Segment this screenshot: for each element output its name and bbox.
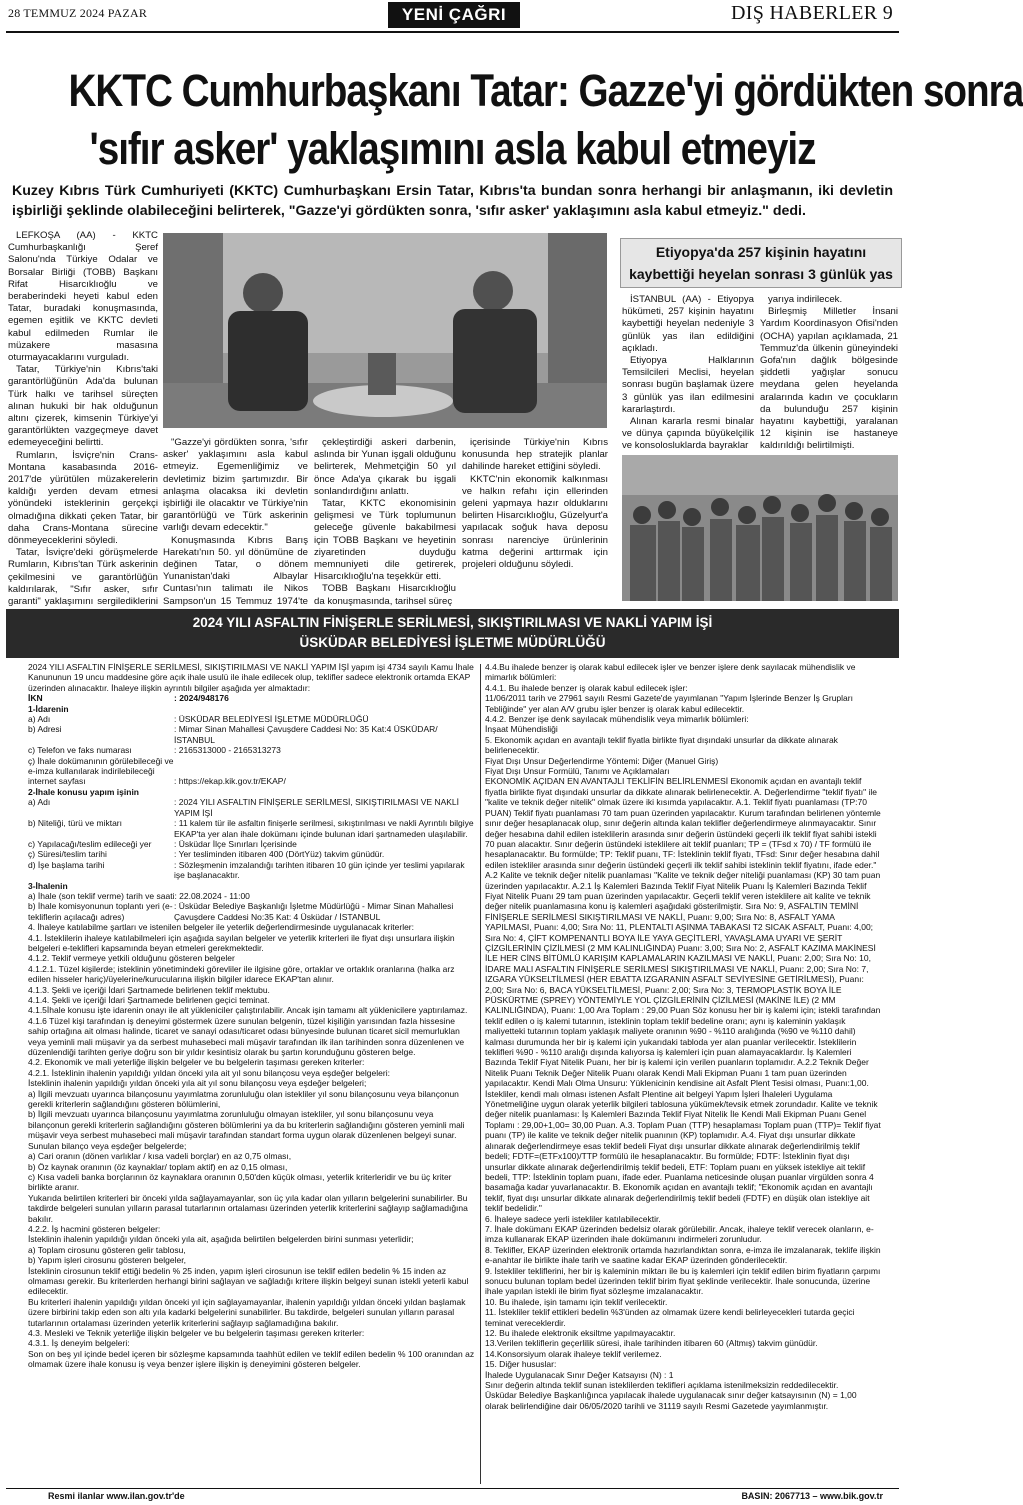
field-value: : ÜSKÜDAR BELEDİYESİ İŞLETME MÜDÜRLÜĞÜ	[174, 714, 369, 725]
tender-paragraph: 7. İhale dokümanı EKAP üzerinden bedelsiz olarak görülebilir. Ancak, ihaleye teklif verecek olanların, e-imza kullanarak EKAP üzerinden ihale dokümanını indirmeleri zorunludur.	[485, 1223, 874, 1245]
tender-paragraph: c) Kısa vadeli banka borçlarının öz kaynaklara oranının 0,50'den küçük olması, yeterlik kriterleridir ve bu üç kriter birlikte aranır.	[28, 1171, 452, 1193]
tender-paragraph: 15. Diğer hususlar:	[485, 1359, 557, 1370]
tender-paragraph: Fiyat Dışı Unsur Değerlendirme Yöntemi: Diğer (Manuel Giriş)	[485, 755, 719, 766]
tender-paragraph: 4.1.2. Teklif vermeye yetkili olduğunu gösteren belgeler	[28, 953, 235, 964]
header-rule	[6, 31, 899, 33]
tender-paragraph: 11/06/2011 tarih ve 27961 sayılı Resmi Gazete'de yayımlanan "Yapım İşlerinde Benzer İş Grupları Tebliğinde" yer alan A/V grubu işler benzer iş olarak kabul edilecektir.	[485, 693, 853, 714]
tender-paragraph: 12. Bu ihalede elektronik eksiltme yapılmayacaktır.	[485, 1328, 676, 1338]
tender-paragraph: Bu kriterleri ihalenin yapıldığı yıldan önceki yıl için sağlayamayanlar, ihalenin yapıldığı yıldan önceki yıldan başlamak üzere birbirini takip eden son altı yıla kadarki belgelerini sunabilirler. Bu takdirde, belgeleri sunulan yılların parasal tutarlarının ortalaması üzerinden yeterlik kriterlerini sağlayıp sağlamadığına bakılır.	[28, 1296, 466, 1328]
tender-paragraph: 4.1. İsteklilerin ihaleye katılabilmeleri için aşağıda sayılan belgeler ve yeterlik kriterleri ile fiyat dışı unsurlara ilişkin belgeleri e-teklifleri kapsamında beyan etmeleri gerekmektedir.	[28, 932, 455, 953]
field-label: d) İşe başlama tarihi	[28, 859, 105, 870]
tender-right-paragraphs	[485, 662, 881, 1411]
side-story-column-1	[622, 294, 754, 452]
tender-paragraph: 4.1.4. Şekli ve içeriği İdari Şartnamede belirlenen geçici teminat.	[28, 995, 270, 1005]
article-column-1	[8, 230, 158, 608]
tender-paragraph: 4.1.6 Tüzel kişi tarafından iş deneyimi göstermek üzere sunulan belgenin, tüzel kişiliğin yarısından fazla hissesine sahip ortağına ait olması halinde, ticaret ve sanayi odası/ticaret odası bünyesinde bulunan ticaret sicil memurluklan veya yeminli mali müşavir ya da serbest muhasebeci mali müşavir tarafından ilk ilan tarihinden sonra düzenlenen ve düzenlendiği tarihten geriye doğru son bir yıldır kesintisiz olarak bu şartın korunduğunu gösteren belge.	[28, 1015, 465, 1058]
paragraph: Rumların, İsviçre'nin Crans-Montana kasabasında 2016-2017'de yürütülen müzakerelerin kaldığı yerden devam etmesi yönündeki isteklerinin gerçekçi olmadığına dikkati çeken Tatar, bir daha Crans-Montana sürecine dönmeyeceklerini söyledi.	[8, 449, 158, 547]
article-column-2	[163, 437, 308, 607]
tender-paragraph: 8. Teklifler, EKAP üzerinden elektronik ortamda hazırlandıktan sonra, e-imza ile imzalanarak, teklife ilişkin e-anahtar ile birlikte ihale tarih ve saatine kadar EKAP üzerinden gönderilecektir.	[485, 1244, 881, 1266]
tender-paragraph: 4.3. Mesleki ve Teknik yeterliğe ilişkin belgeler ve bu belgelerin taşıması gereken kriterler:	[28, 1328, 365, 1338]
paragraph: yarıya indirilecek.	[768, 294, 843, 305]
tender-paragraph: b) Yapım işleri cirosunu gösteren belgeler,	[28, 1255, 186, 1266]
field-label: a) Adı	[28, 797, 51, 808]
field-label: ç) İhale dokümanının görülebileceği ve e-imza kullanılarak indirilebileceği internet sayfası	[28, 755, 174, 787]
tender-paragraph: 4.4.2. Benzer işe denk sayılacak mühendislik veya mimarlık bölümleri:	[485, 714, 749, 725]
section-title: DIŞ HABERLER 9	[731, 2, 893, 24]
section-3-heading: 3-İhalenin	[28, 880, 68, 891]
tender-paragraph: Sınır değerin altında teklif sunan isteklilerden teklifleri açıklama istenilmeksizin reddedilecektir.	[485, 1380, 839, 1391]
tender-paragraph: a) İlgili mevzuatı uyarınca bilançosunu yayımlatma zorunluluğu olan istekliler yıl sonu bilançosunu veya bilançonun gerekli kriterlerin sağlandığını gösteren bölümlerini,	[28, 1088, 459, 1110]
paragraph: Konuşmasında Kıbrıs Barış Harekatı'nın 50. yıl dönümüne de değinen Tatar, o dönem Yunanistan'daki Albaylar Cuntası'nın talimatı ile Nikos Sampson'un 15 Temmuz 1974'te	[163, 534, 308, 607]
tender-paragraph: Son on beş yıl içinde bedel içeren bir sözleşme kapsamında taahhüt edilen ve teklif edilen bedelin % 100 oranından az olmamak üzere ihale konusu iş veya benzer işlere ilişkin iş deneyimini gösteren belgeler.	[28, 1348, 475, 1370]
tender-paragraph: Yukarıda belirtilen kriterleri bir önceki yılda sağlayamayanlar, son üç yıla kadar olan yılların belgelerini sunabilirler. Bu takdirde belgeleri sunulan yılların parasal tutarlarının ortalaması üzerinden yeterlik kriterlerini sağlayıp sağlamadığına bakılır.	[28, 1192, 468, 1224]
tender-paragraph: 13.Verilen tekliflerin geçerlilik süresi, ihale tarihinden itibaren 60 (Altmış) takvim günüdür.	[485, 1338, 818, 1349]
meeting-photo-illustration	[163, 233, 607, 428]
field-value: : 11 kalem tür ile asfaltın finişerle serilmesi, sıkıştırılması ve nakli Ayrıntılı bilgiye EKAP'ta yer alan ihale dokümanı içinde bulunan idari şartnameden ulaşılabilir.	[174, 818, 474, 839]
tender-paragraph: 4.4.1. Bu ihalede benzer iş olarak kabul edilecek işler:	[485, 682, 688, 693]
tender-paragraph: 4.1.5İhale konusu işte idarenin onayı ile alt yükleniciler çalıştırılabilir. Ancak işin tamamı alt yüklenicilere yaptırılamaz.	[28, 1005, 468, 1016]
field-label: a) Adı	[28, 714, 51, 725]
side-story-column-2	[760, 294, 898, 452]
side-story-title	[620, 238, 902, 288]
paragraph: Tatar, İsviçre'deki görüşmelerde Rumların, Kıbrıs'tan Türk askerinin çekilmesini ve garantörlüğün kaldırılarak, "Sıfır asker, sıfır garanti" yaklaşımını sergilediklerini	[8, 547, 158, 608]
field-value: : Üsküdar İlçe Sınırları İçerisinde	[174, 838, 297, 849]
paragraph: içerisinde Türkiye'nin Kıbrıs konusunda hep stratejik planlar dahilinde hareket ettiğini söyledi.	[462, 437, 608, 473]
tender-paragraph: İnşaat Mühendisliği	[485, 724, 558, 735]
tender-paragraph: 6. İhaleye sadece yerli istekliler katılabilecektir.	[485, 1213, 661, 1224]
paragraph: Alınan kararla resmi binalar ve dünya çapında büyükelçilik ve konsolosluklarda bayraklar	[622, 416, 754, 452]
paragraph: "Gazze'yi gördükten sonra, 'sıfır asker' yaklaşımını asla kabul etmeyiz. Egemenliğimiz ve devletimiz bizim şartımızdır. Bir anlaşma olacaksa iki devletin işbirliği ile olacaktır ve Türkiye'nin garantörlüğü ve Türk askerinin varlığı devam edecektir."	[163, 437, 308, 534]
tender-date: a) İhale (son teklif verme) tarih ve saati: 22.08.2024 - 11:00	[28, 890, 250, 901]
paragraph: çekleştirdiği askeri darbenin, aslında bir Yunan işgali olduğunu belirterek, Mehmetçiğin 50 yıl önce Ada'ya çıkarak bu işgali sonlandırdığını anlattı.	[314, 437, 456, 497]
field-value: : Sözleşmenin imzalandığı tarihten itibaren 10 gün içinde yer teslimi yapılarak işe başlanacaktır.	[174, 859, 465, 881]
field-value: : 2165313000 - 2165313273	[174, 745, 281, 756]
side-story-title-line-1: Etiyopya'da 257 kişinin hayatını	[655, 244, 867, 260]
tender-banner	[6, 609, 899, 658]
tender-paragraph: 4.3.1. İş deneyim belgeleri:	[28, 1338, 130, 1349]
article-column-3	[314, 437, 456, 607]
tender-paragraph: 4.4.Bu ihalede benzer iş olarak kabul edilecek işler ve benzer işlere denk sayılacak mühendislik ve mimarlık bölümleri:	[485, 662, 856, 683]
tender-paragraph: 4.1.2.1. Tüzel kişilerde; isteklinin yönetimindeki görevliler ile ilgisine göre, ortaklar ve ortaklık oranlarına (halka arz edilen hisseler hariç)/üyelerine/kurucularına ilişkin bilgiler idarece EKAP'tan alınır.	[28, 963, 455, 985]
section-2-heading: 2-İhale konusu yapım işinin	[28, 786, 139, 797]
tender-paragraph: a) Toplam cirosunu gösteren gelir tablosu,	[28, 1244, 186, 1255]
field-label: b) Adresi	[28, 724, 62, 735]
field-label: ç) Süresi/teslim tarihi	[28, 849, 107, 860]
article-column-4	[462, 437, 608, 602]
tender-paragraph: İhalede Uygulanacak Sınır Değer Katsayısı (N) : 1	[485, 1369, 674, 1380]
field-value: : 2024 YILI ASFALTIN FİNİŞERLE SERİLMESİ, SIKIŞTIRILMASI VE NAKLİ YAPIM İŞİ	[174, 797, 460, 818]
tender-paragraph: 10. Bu ihalede, işin tamamı için teklif verilecektir.	[485, 1296, 668, 1307]
field-label: c) Telefon ve faks numarası	[28, 745, 132, 756]
tender-paragraph: 5. Ekonomik açıdan en avantajlı teklif fiyatla birlikte fiyat dışındaki unsurlar da dikkate alınarak belirlenecektir.	[485, 734, 838, 756]
headline-line-1: KKTC Cumhurbaşkanı Tatar: Gazze'yi gördükten sonra	[68, 65, 1023, 116]
footer-right: BASIN: 2067713 – www.bik.gov.tr	[741, 1491, 883, 1501]
tender-banner-line-1: 2024 YILI ASFALTIN FİNİŞERLE SERİLMESİ, SIKIŞTIRILMASI VE NAKLİ YAPIM İŞİ	[192, 615, 713, 630]
tender-paragraph: b) İlgili mevzuatı uyarınca bilançosunu yayımlatma zorunluluğu olmayan istekliler, yıl sonu bilançosunu veya bilançonun gerekli kriterlerin sağlandığını gösteren bölümlerini ya da bu kriterlerin sağlandığını gösteren yeminli mali müşavir veya serbest muhasebeci mali müşavir tarafından standart forma uygun olarak düzenlenen belgeyi sunar.	[28, 1109, 465, 1141]
column-divider	[480, 664, 481, 1484]
tender-intro: 2024 YILI ASFALTIN FİNİŞERLE SERİLMESİ, SIKIŞTIRILMASI VE NAKLİ YAPIM İŞİ yapım işi 4734 sayılı Kamu İhale Kanununun 19 uncu maddesine göre açık ihale usulü ile ihale edilecek olup, teklifler sadece elektronik ortamda EKAP üzerinden alınacaktır. İhaleye ilişkin ayrıntılı bilgiler aşağıda yer almaktadır:	[28, 662, 474, 693]
tender-paragraph: a) Cari oranın (dönen varlıklar / kısa vadeli borçlar) en az 0,75 olması,	[28, 1151, 292, 1162]
issue-date: 28 TEMMUZ 2024 PAZAR	[8, 6, 148, 20]
side-story-title-line-2: kaybettiği heyelan sonrası 3 günlük yas	[629, 266, 893, 282]
paragraph: Birleşmiş Milletler İnsani Yardım Koordinasyon Ofisi'nden (OCHA) yapılan açıklamada, 21 Temmuz'da ülkenin güneyindeki Gofa'nın dağlık bölgesinde şiddetli yağışlar sonucu meydana gelen heyelanda aralarında kadın ve çocukların da bulunduğu 257 kişinin hayatını kaybettiği, yaralanan 12 kişinin ise hastaneye kaldırıldığı belirtilmişti.	[760, 306, 898, 452]
side-story-photo	[622, 455, 898, 601]
paragraph: İSTANBUL (AA) - Etiyopya hükümeti, 257 kişinin hayatını kaybettiği heyelan nedeniyle 3 günlük yas ilan edildiğini açıkladı.	[622, 294, 754, 354]
crowd-photo-illustration	[622, 455, 898, 601]
field-value: : Yer tesliminden itibaren 400 (DörtYüz) takvim günüdür.	[174, 849, 385, 860]
tender-left-column	[28, 662, 475, 1486]
tender-paragraph: 4.2. Ekonomik ve mali yeterliğe ilişkin belgeler ve bu belgelerin taşıması gereken kriterler:	[28, 1057, 365, 1068]
tender-paragraph: Üsküdar Belediye Başkanlığınca yapılacak ihalede uygulanacak sınır değer katsayısının (N) = 1,00 olarak belirlendiğine dair 06/05/2020 tarihli ve 31119 sayılı Resmi Gazetede yayımlanmıştır.	[485, 1390, 857, 1411]
paragraph: Tatar, Türkiye'nin Kıbrıs'taki garantörlüğünün Ada'da bulunan Türk halkı ve tarihsel süreçten alınan hukuki bir hak olduğunun altını çizerek, kimsenin Türkiye'yi garantörlükten vazgeçmeye davet edemeyeceğini belirtti.	[8, 364, 158, 449]
ikn-label: İKN	[28, 693, 43, 704]
article-photo	[163, 233, 607, 428]
paragraph: TOBB Başkanı Hisarcıklıoğlu da konuşmasında, tarihsel süreç	[314, 583, 456, 607]
tender-paragraph: İsteklinin ihalenin yapıldığı yıldan önceki yıla ait, aşağıda belirtilen belgelerden birini sunması yeterlidir;	[28, 1234, 414, 1245]
tender-banner-line-2: ÜSKÜDAR BELEDİYESİ İŞLETME MÜDÜRLÜĞÜ	[299, 635, 606, 650]
field-label: b) İhale komisyonunun toplantı yeri (e-tekliflerin açılacağı adres)	[28, 901, 173, 922]
tender-paragraph: 9. İstekliler tekliflerini, her bir iş kaleminin miktarı ile bu iş kalemleri için teklif edilen birim fiyatların çarpımı sonucu bulunan toplam bedel üzerinden teklif birim fiyat şeklinde verilecektir. İhale sonucunda, üzerine ihale yapılan istekli ile birim fiyat sözleşme imzalanacaktır.	[485, 1265, 881, 1297]
tender-paragraph: Sunulan bilanço veya eşdeğer belgelerde;	[28, 1140, 187, 1151]
paragraph: KKTC'nin ekonomik kalkınması ve halkın refahı için ellerinden geleni yapmaya hazır olduklarını belirten Hisarcıklıoğlu, Güzelyurt'a yapılacak soğuk hava deposu sonrası narenciye ürünlerinin katma değerini arttırmak için projeleri olduğunu söyledi.	[462, 473, 608, 571]
tender-paragraph: 4. İhaleye katılabilme şartları ve istenilen belgeler ile yeterlik değerlendirmesinde uygulanacak kriterler:	[28, 922, 414, 933]
paragraph: LEFKOŞA (AA) - KKTC Cumhurbaşkanlığı Şeref Salonu'nda Türkiye Odalar ve Borsalar Birliği (TOBB) Başkanı Rifat Hisarcıklıoğlu ve beraberindeki heyeti kabul eden Tatar, buradaki konuşmasında, egemen eşitlik ve KKTC devleti kabul edilmeden Rumlar ile müzakere masasına oturmayacaklarını vurguladı.	[8, 230, 158, 364]
tender-paragraph: 4.2.2. İş hacmini gösteren belgeler:	[28, 1223, 161, 1234]
paragraph: Tatar, KKTC ekonomisinin gelişmesi ve Türk toplumunun geleceğe güvenle bakabilmesi için TOBB Başkanı ve heyetinin ziyaretinden duyduğu memnuniyeti dile getirerek, Hisarcıklıoğlu'na teşekkür etti.	[314, 498, 456, 583]
field-label: b) Niteliği, türü ve miktarı	[28, 818, 122, 829]
footer-rule	[6, 1488, 899, 1489]
tender-left-paragraphs	[28, 922, 475, 1369]
tender-paragraph: İsteklinin ihalenin yapıldığı yıldan önceki yıla ait yıl sonu bilançosu veya eşdeğer belgeleri;	[28, 1078, 367, 1089]
article-lead: Kuzey Kıbrıs Türk Cumhuriyeti (KKTC) Cumhurbaşkanı Ersin Tatar, Kıbrıs'ta bundan sonra herhangi bir anlaşmanın, iki devletin işbirliği şeklinde olabileceğini belirterek, "Gazze'yi gördükten sonra, 'sıfır asker' yaklaşımını asla kabul etmeyiz." dedi.	[12, 183, 893, 219]
field-value: : https://ekap.kik.gov.tr/EKAP/	[174, 776, 286, 787]
section-1-heading: 1-İdarenin	[28, 703, 69, 714]
headline-line-2: 'sıfır asker' yaklaşımını asla kabul etmeyiz	[89, 123, 816, 174]
paragraph: Etiyopya Halklarının Temsilcileri Meclisi, heyelan sonrası bugün başlamak üzere 3 günlük yas ilan edilmesini kararlaştırdı.	[622, 355, 754, 415]
field-label: c) Yapılacağı/teslim edileceği yer	[28, 838, 152, 849]
tender-paragraph: Fiyat Dışı Unsur Formülü, Tanımı ve Açıklamaları	[485, 766, 670, 777]
field-value: : Mimar Sinan Mahallesi Çavuşdere Caddesi No: 35 Kat:4 ÜSKÜDAR/İSTANBUL	[174, 724, 438, 745]
field-value: : Üsküdar Belediye Başkanlığı İşletme Müdürlüğü - Mimar Sinan Mahallesi Çavuşdere Caddesi No:35 Kat: 4 Üsküdar / İSTANBUL	[174, 901, 454, 922]
tender-paragraph: b) Öz kaynak oranının (öz kaynaklar/ toplam aktif) en az 0,15 olması,	[28, 1161, 288, 1172]
tender-paragraph: İsteklinin cirosunun teklif ettiği bedelin % 25 inden, yapım işleri cirosunun ise teklif edilen bedelin % 15 inden az olmaması gerekir. Bu kriterlerden herhangi birini sağlayan ve sağladığı kritere ilişkin belgeyi sunan istekli yeterli kabul edilecektir.	[28, 1265, 469, 1297]
tender-paragraph: 11. İstekliler teklif ettikleri bedelin %3'ünden az olmamak üzere kendi belirleyecekleri tutarda geçici teminat vereceklerdir.	[485, 1307, 855, 1328]
tender-paragraph: EKONOMİK AÇIDAN EN AVANTAJLI TEKLİFİN BELİRLENMESİ Ekonomik açıdan en avantajlı teklif fiyatla birlikte fiyat dışındaki unsurlar da dikkate alınarak belirlenecektir. A. Değerlendirme "teklif fiyatı" ile "kalite ve teknik değer nitelik" olmak üzere iki kısımda yapılacaktır. A.1. Teklif fiyatı puanlaması (TP:70 PUAN) Teklif fiyatı puanlaması 70 tam puan üzerinden yapılacaktır. Kurum tarafından belirlenen yöntemle sınır değer hesaplanacak olup, sınır değerin altında kalan teklifler değerlendirmeye alınmayacaktır. Sınır değer hesabına dahil edilen isteklilerin arasında sınır değerin üstündeki geçerli ilk teklif fiyat sahibi istekli 70 puan alacaktır. Sınır değerin üstündeki isteklilere ait teklif puanları; TP = (TFsd x 70) / TF formülü ile hesaplanacaktır. Bu formülde; TP: Teklif puanı, TF: İsteklinin teklif fiyatı, TFsd: Sınır değer hesabına dahil edilen istekliler arasında sınır değerin üstündeki geçerli ilk teklif sahibi isteklinin teklif fiyatını, ifade eder." A.2 Kalite ve teknik değer nitelik puanlaması "Kalite ve teknik değer niteliği puanlaması (KP) 30 tam puan üzerinden yapılacaktır. A.2.1 İş Kalemleri Bazında Teklif Fiyat Nitelik Puanı İş Kalemleri Bazında Teklif Fiyat Nitelik Puanı 29 tam puan üzerinden yapılacaktır. Geçerli teklif veren isteklilere ait kalite ve teknik değer nitelik puanlamasına konu iş kalemleri aşağıdaki gösterilmiştir. Sıra No: 9, ASFALTIN TEMİNİ FİNİŞERLE SERİLMESİ SIKIŞTIRILMASI VE NAKLİ, Puanı: 9,00; Sıra No: 8, ASFALT YAMA YAPILMASI, Puanı: 4,00; Sıra No: 11, PLENTALTI AŞINMA TABAKASI T2 SICAK ASFALT, Puanı: 4,00; Sıra No: 4, ÇİFT KOMPENANTLI BOYA İLE YAYA GEÇİTLERİ, YAVAŞLAMA UYARI VE ŞERİT ÇİZGİLERİNİN ÇİZİLMESİ (2 MM KALINLIĞINDA) Puanı: 3,00; Sıra No: 2, ASFALT KAZIMA MAKİNESİ İLE HER CİNS BİTÜMLÜ KARIŞIM KAPLAMALARIN KAZILMASI VE NAKLİ, Puanı: 2,00; Sıra No: 10, İDARE MALI ASFALTIN FİNİŞERLE SERİLMESİ SIKIŞTIRILMASI VE NAKLİ, Puanı: 2,00; Sıra No: 7, IZGARA YÜKSELTİLMESİ (HER EBATTA IZGARANIN ASFALT SEVİYESİNE GETİRİLMESİ), Puanı: 2,00; Sıra No: 6, BACA YÜKSELTİLMESİ, Puanı: 2,00; Sıra No: 3, TERMOPLASTİK BOYA İLE PÜSKÜRTME (SPREY) YÖNTEMİYLE YOL ÇİZGİLERİNİN ÇİZİLMESİ (MAKİNE İLE) (2 MM KALINLIĞINDA), Puanı: 1,00 Ara Toplam : 29,00 Puan Söz konusu her bir iş kalemi için; istekli tarafından teklif edilen o iş kalemi tutarının, isteklinin toplam teklif bedeline oranı; aynı iş kaleminin yaklaşık maliyetteki tutarının toplam yaklaşık maliyete oranının %90 - %110 aralığında (%90 ve %110 dahil) kalması durumunda her bir iş kalemi için yukarıdaki tabloda yer alan puanlar verilecektir. İsteklilerin teklifleri %90 - %110 aralığı dışında kalıyorsa iş kalemleri için puan alamayacaklardır. İş Kalemleri Bazında Teklif Fiyat Nitelik Puanı, her bir iş kalemi için verilen puanların toplamıdır. A.2.2 Teknik Değer Nitelik Puanı Teknik Değer Nitelik Puanı olarak Kendi Mali Ekipman Puanı 1 tam puan üzerinden yapılacaktır. Kendi Malı Olma Unsuru: Yüklenicinin kendisine ait Asfalt Plent Tesisi olması, Puanı:1,00. İstekliler, kendi malı olması istenen Asfalt Plentine ait belgeyi Yapım İşleri İhaleleri Uygulama Yönetmeliğine uygun olarak yeterlik bilgileri tablosuna yükümek/tevsik etmek zorundadır. Kalite ve teknik değer nitelik puanlaması: İş Kalemleri Bazında Teklif Fiyat Nitelik İle Kendi Mali Ekipman Puanı Genel Toplamı : 29,00+1,00= 30,00 Puan. A.3. Toplam Puan (TTP) hesaplaması Toplam puan (TTP)= Teklif fiyat puanı (TP) ile kalite ve teknik değer nitelik puanının (KP) toplamıdır. A.4. Fiyat dışı unsurlar dikkate alınarak değerlendirmeye esas teklif bedeli Fiyat dışı unsurlar dikkate alınarak değerlendirilmiş teklif bedeli; FDTF=(ETFx100)/TTP formülü ile hesaplanacaktır. Bu formülde; FDTF: İsteklinin fiyat dışı unsurlar dikkate alınarak değerlendirilmiş teklif bedeli, ETF: Toplam puanı en yüksek istekliye ait teklif bedeli, TTP: İsteklinin toplam puanı, ifade eder. Puanlama neticesinde oluşan puanlar virgülden sonra 4 basamağa kadar yuvarlanacaktır. B. Ekonomik açıdan en avantajlı teklif; "Ekonomik açıdan en avantajlı teklif, fiyat dışı unsurlar dikkate alınarak değerlendirilmiş teklif bedeli (FDTF) en düşük olan istekliye ait teklif bedelidir."	[485, 776, 881, 1214]
tender-paragraph: 4.1.3. Şekli ve içeriği İdari Şartnamede belirlenen teklif mektubu.	[28, 984, 270, 995]
footer-left: Resmi ilanlar www.ilan.gov.tr'de	[48, 1491, 185, 1501]
tender-paragraph: 4.2.1. İsteklinin ihalenin yapıldığı yıldan önceki yıla ait yıl sonu bilançosu veya eşdeğer belgeleri:	[28, 1067, 390, 1078]
tender-right-column	[485, 662, 881, 1486]
tender-paragraph: 14.Konsorsiyum olarak ihaleye teklif verilemez.	[485, 1348, 662, 1359]
newspaper-logo: YENİ ÇAĞRI	[388, 2, 520, 28]
ikn-value: : 2024/948176	[174, 693, 229, 704]
